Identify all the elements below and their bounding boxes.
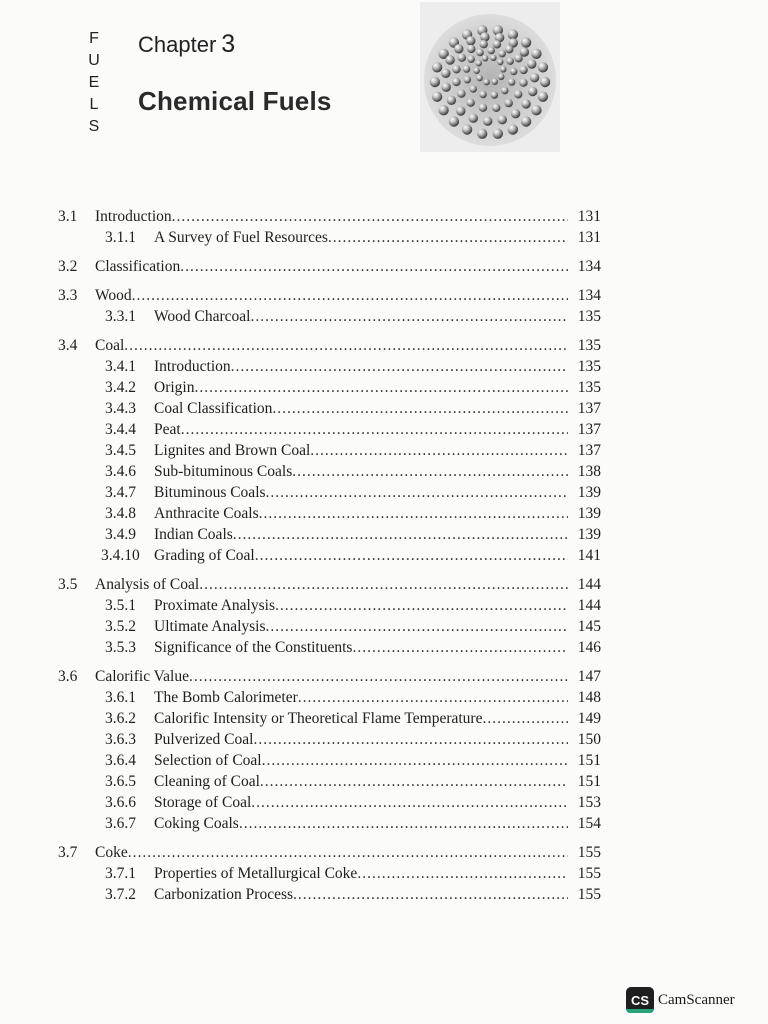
toc-page-number: 134 xyxy=(577,258,601,275)
toc-page-number: 135 xyxy=(577,358,601,375)
toc-page-number: 139 xyxy=(577,505,601,522)
toc-number: 3.5.3 xyxy=(105,639,136,656)
chapter-number: 3 xyxy=(221,30,236,58)
toc-number: 3.4.5 xyxy=(105,442,136,459)
toc-page-number: 151 xyxy=(577,773,601,790)
dot-leader xyxy=(172,206,568,227)
toc-number: 3.6.1 xyxy=(105,689,136,706)
dot-leader xyxy=(255,545,568,566)
toc-title-leader xyxy=(154,461,568,482)
toc-page-number: 138 xyxy=(577,463,601,480)
toc-title: Introduction xyxy=(154,358,231,375)
toc-title: Coal Classification xyxy=(154,400,273,417)
toc-section-row xyxy=(0,666,768,687)
toc-page-number: 148 xyxy=(577,689,601,706)
toc-subsection-row xyxy=(0,708,768,729)
toc-page-number: 151 xyxy=(577,752,601,769)
toc-title-leader xyxy=(154,687,568,708)
toc-title-leader xyxy=(95,285,568,306)
toc-title: Classification xyxy=(95,258,181,275)
toc-number: 3.6.3 xyxy=(105,731,136,748)
toc-subsection-row xyxy=(0,356,768,377)
toc-title: Coke xyxy=(95,844,128,861)
toc-title: Indian Coals xyxy=(154,526,233,543)
toc-subsection-row xyxy=(0,637,768,658)
toc-title: Peat xyxy=(154,421,181,438)
toc-page-number: 139 xyxy=(577,526,601,543)
toc-title-leader xyxy=(154,708,568,729)
dot-leader xyxy=(266,482,568,503)
vertical-letter: U xyxy=(88,52,100,69)
camscanner-label: CamScanner xyxy=(658,991,735,1008)
toc-section-row xyxy=(0,574,768,595)
toc-subsection-row xyxy=(0,461,768,482)
vertical-letter: L xyxy=(89,96,99,113)
toc-number: 3.7.1 xyxy=(105,865,136,882)
toc-subsection-row xyxy=(0,771,768,792)
toc-subsection-row xyxy=(0,545,768,566)
toc-title: Analysis of Coal xyxy=(95,576,200,593)
toc-title-leader xyxy=(154,616,568,637)
toc-number: 3.7 xyxy=(58,844,78,861)
toc-title: Significance of the Constituents xyxy=(154,639,353,656)
toc-page-number: 144 xyxy=(577,597,601,614)
toc-title: Coking Coals xyxy=(154,815,239,832)
dot-leader xyxy=(233,524,568,545)
toc-title: Introduction xyxy=(95,208,172,225)
toc-subsection-row xyxy=(0,750,768,771)
toc-title-leader xyxy=(154,419,568,440)
toc-subsection-row xyxy=(0,306,768,327)
dot-leader xyxy=(260,771,568,792)
toc-subsection-row xyxy=(0,616,768,637)
toc-number: 3.3.1 xyxy=(105,308,136,325)
toc-title: Anthracite Coals xyxy=(154,505,259,522)
toc-title: Sub-bituminous Coals xyxy=(154,463,293,480)
dot-leader xyxy=(262,750,568,771)
toc-number: 3.4.4 xyxy=(105,421,136,438)
toc-number: 3.6 xyxy=(58,668,78,685)
toc-section-row xyxy=(0,256,768,277)
toc-subsection-row xyxy=(0,863,768,884)
toc-subsection-row xyxy=(0,884,768,905)
dot-leader xyxy=(259,503,568,524)
toc-title-leader xyxy=(95,256,568,277)
toc-title-leader xyxy=(154,637,568,658)
dot-leader xyxy=(328,227,568,248)
toc-number: 3.4 xyxy=(58,337,78,354)
toc-title-leader xyxy=(154,750,568,771)
toc-number: 3.4.2 xyxy=(105,379,136,396)
toc-subsection-row xyxy=(0,813,768,834)
toc-page-number: 155 xyxy=(577,865,601,882)
toc-number: 3.4.9 xyxy=(105,526,136,543)
toc-title-leader xyxy=(95,842,568,863)
toc-page-number: 135 xyxy=(577,308,601,325)
toc-number: 3.3 xyxy=(58,287,78,304)
toc-number: 3.4.3 xyxy=(105,400,136,417)
toc-page-number: 146 xyxy=(577,639,601,656)
toc-subsection-row xyxy=(0,419,768,440)
toc-title: Storage of Coal xyxy=(154,794,252,811)
toc-title-leader xyxy=(154,398,568,419)
toc-page-number: 150 xyxy=(577,731,601,748)
toc-subsection-row xyxy=(0,377,768,398)
dot-leader xyxy=(310,440,568,461)
toc-title-leader xyxy=(154,729,568,750)
toc-page-number: 147 xyxy=(577,668,601,685)
toc-page-number: 137 xyxy=(577,400,601,417)
dot-leader xyxy=(275,595,568,616)
dot-leader xyxy=(272,398,568,419)
toc-title-leader xyxy=(95,666,568,687)
chapter-word: Chapter xyxy=(138,32,217,57)
camscanner-watermark xyxy=(626,986,735,1014)
dot-leader xyxy=(194,377,568,398)
toc-title-leader xyxy=(154,503,568,524)
toc-subsection-row xyxy=(0,398,768,419)
toc-title: Lignites and Brown Coal xyxy=(154,442,311,459)
toc-title: Grading of Coal xyxy=(154,547,255,564)
toc-title-leader xyxy=(154,771,568,792)
chapter-label xyxy=(138,30,235,59)
dot-leader xyxy=(180,256,568,277)
toc-page-number: 139 xyxy=(577,484,601,501)
dot-leader xyxy=(357,863,568,884)
toc-page-number: 135 xyxy=(577,337,601,354)
toc-title-leader xyxy=(95,335,568,356)
toc-title-leader xyxy=(154,813,568,834)
toc-subsection-row xyxy=(0,792,768,813)
toc-subsection-row xyxy=(0,524,768,545)
toc-title-leader xyxy=(154,356,568,377)
toc-title: Selection of Coal xyxy=(154,752,262,769)
toc-number: 3.1.1 xyxy=(105,229,136,246)
toc-page-number: 131 xyxy=(577,229,601,246)
toc-number: 3.5 xyxy=(58,576,78,593)
toc-number: 3.6.7 xyxy=(105,815,136,832)
toc-title-leader xyxy=(154,482,568,503)
dot-leader xyxy=(189,666,568,687)
dot-leader xyxy=(132,285,568,306)
dot-leader xyxy=(293,884,568,905)
toc-title-leader xyxy=(154,595,568,616)
toc-page-number: 145 xyxy=(577,618,601,635)
toc-page-number: 144 xyxy=(577,576,601,593)
dot-leader xyxy=(266,616,568,637)
chapter-title: Chemical Fuels xyxy=(138,86,332,116)
toc-title: The Bomb Calorimeter xyxy=(154,689,298,706)
vertical-letter: S xyxy=(88,118,100,135)
dot-leader xyxy=(298,687,568,708)
toc-page-number: 155 xyxy=(577,886,601,903)
toc-title-leader xyxy=(154,863,568,884)
toc-title: Coal xyxy=(95,337,125,354)
toc-subsection-row xyxy=(0,729,768,750)
vertical-letter: F xyxy=(89,30,99,47)
toc-title-leader xyxy=(95,206,568,227)
dot-leader xyxy=(352,637,568,658)
dot-leader xyxy=(128,842,568,863)
toc-subsection-row xyxy=(0,482,768,503)
toc-title: Proximate Analysis xyxy=(154,597,275,614)
toc-section-row xyxy=(0,335,768,356)
toc-title: Calorific Intensity or Theoretical Flame Temperature xyxy=(154,710,483,727)
toc-page-number: 137 xyxy=(577,421,601,438)
toc-title-leader xyxy=(154,524,568,545)
dot-leader xyxy=(482,708,568,729)
toc-title-leader xyxy=(154,306,568,327)
camscanner-logo: CS xyxy=(626,987,654,1013)
toc-title: Ultimate Analysis xyxy=(154,618,266,635)
toc-section-row xyxy=(0,206,768,227)
toc-title-leader xyxy=(95,574,568,595)
toc-subsection-row xyxy=(0,440,768,461)
toc-number: 3.6.5 xyxy=(105,773,136,790)
toc-number: 3.6.4 xyxy=(105,752,136,769)
toc-number: 3.5.1 xyxy=(105,597,136,614)
toc-number: 3.4.6 xyxy=(105,463,136,480)
vertical-letter: E xyxy=(88,74,100,91)
table-of-contents xyxy=(0,206,768,905)
toc-title: Pulverized Coal xyxy=(154,731,254,748)
toc-title: Wood Charcoal xyxy=(154,308,251,325)
toc-number: 3.4.7 xyxy=(105,484,136,501)
toc-page-number: 135 xyxy=(577,379,601,396)
toc-title-leader xyxy=(154,440,568,461)
toc-page-number: 153 xyxy=(577,794,601,811)
toc-title: Bituminous Coals xyxy=(154,484,266,501)
toc-subsection-row xyxy=(0,503,768,524)
toc-title: A Survey of Fuel Resources xyxy=(154,229,328,246)
toc-subsection-row xyxy=(0,595,768,616)
toc-number: 3.6.2 xyxy=(105,710,136,727)
toc-section-row xyxy=(0,285,768,306)
toc-section-row xyxy=(0,842,768,863)
toc-title: Calorific Value xyxy=(95,668,189,685)
toc-page-number: 131 xyxy=(577,208,601,225)
dot-leader xyxy=(292,461,568,482)
toc-title: Wood xyxy=(95,287,132,304)
dot-leader xyxy=(199,574,568,595)
toc-title-leader xyxy=(154,227,568,248)
toc-number: 3.6.6 xyxy=(105,794,136,811)
toc-subsection-row xyxy=(0,227,768,248)
toc-title-leader xyxy=(154,545,568,566)
toc-number: 3.2 xyxy=(58,258,78,275)
dot-leader xyxy=(253,729,568,750)
dot-leader xyxy=(250,306,568,327)
toc-title: Properties of Metallurgical Coke xyxy=(154,865,358,882)
molecule-illustration xyxy=(420,2,560,152)
toc-page-number: 154 xyxy=(577,815,601,832)
toc-number: 3.4.1 xyxy=(105,358,136,375)
toc-number: 3.4.8 xyxy=(105,505,136,522)
toc-number: 3.7.2 xyxy=(105,886,136,903)
toc-page-number: 137 xyxy=(577,442,601,459)
toc-page-number: 149 xyxy=(577,710,601,727)
toc-page-number: 134 xyxy=(577,287,601,304)
dot-leader xyxy=(181,419,568,440)
dot-leader xyxy=(124,335,568,356)
toc-title: Origin xyxy=(154,379,195,396)
toc-title-leader xyxy=(154,792,568,813)
toc-number: 3.1 xyxy=(58,208,78,225)
toc-title-leader xyxy=(154,377,568,398)
toc-title-leader xyxy=(154,884,568,905)
toc-subsection-row xyxy=(0,687,768,708)
toc-number: 3.4.10 xyxy=(101,547,140,564)
dot-leader xyxy=(239,813,568,834)
toc-page-number: 141 xyxy=(577,547,601,564)
toc-number: 3.5.2 xyxy=(105,618,136,635)
toc-title: Cleaning of Coal xyxy=(154,773,260,790)
dot-leader xyxy=(251,792,568,813)
toc-title: Carbonization Process xyxy=(154,886,294,903)
vertical-fuels-label xyxy=(86,28,102,138)
dot-leader xyxy=(231,356,568,377)
toc-page-number: 155 xyxy=(577,844,601,861)
